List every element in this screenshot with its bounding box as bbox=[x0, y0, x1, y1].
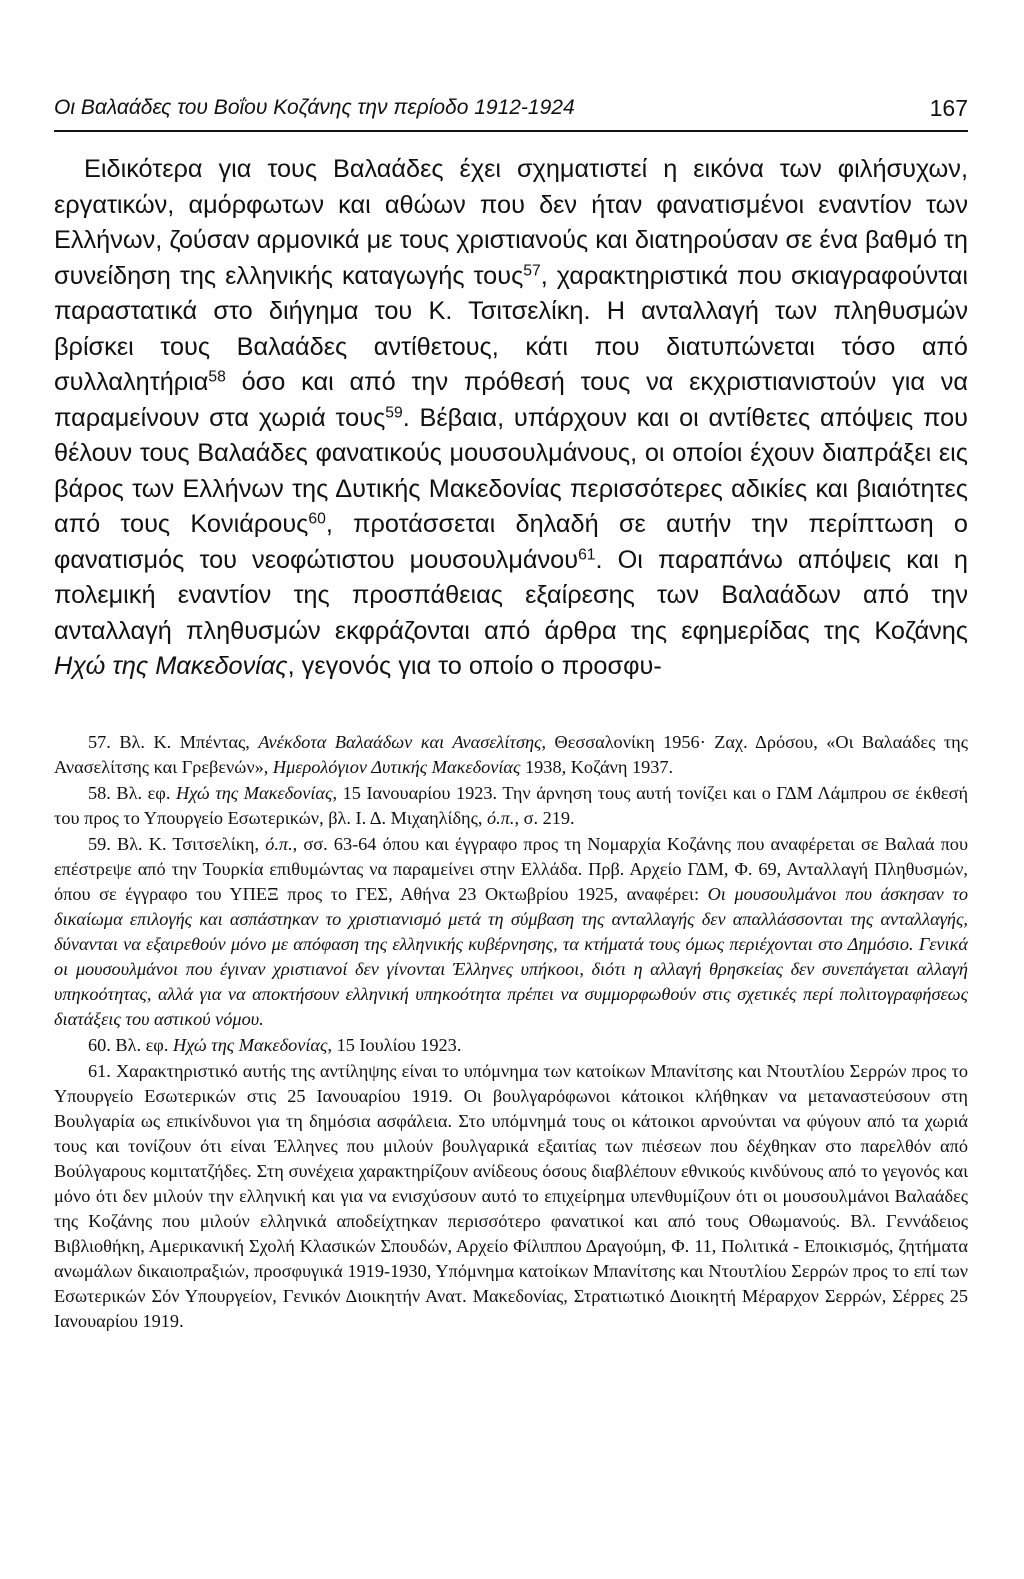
body-text-segment: , χαρακτηριστικά που σκιαγραφούνται παραστατικά στο διήγημα του Κ. Τσιτσελίκη. Η ανταλλαγή των πληθυσμών βρίσκει τους Βαλαάδες αντίθετους, κάτι που διατυπώνεται τόσο από συλλαλητήρια bbox=[54, 261, 969, 396]
footnote-ref-61: 61 bbox=[578, 545, 596, 563]
footnote-57 bbox=[54, 730, 968, 780]
body-text-segment: . Βέβαια, υπάρχουν και οι αντίθετες απόψεις που θέλουν τους Βαλαάδες φανατικούς μουσουλμάνους, οι οποίοι έχουν διαπράξει εις βάρος των Ελλήνων της Δυτικής Μακεδονίας περισσότερες αδικίες και βιαιότητες από τους Κονιάρους bbox=[54, 403, 968, 538]
footnote-italic: Ανέκδοτα Βαλαάδων και Ανασελίτσης bbox=[258, 732, 542, 752]
footnote-ref-57: 57 bbox=[523, 261, 541, 279]
footnote-ref-60: 60 bbox=[308, 510, 326, 528]
footnote-60 bbox=[54, 1033, 968, 1058]
footnote-text: , Θεσσαλονίκη 1956· Ζαχ. Δρόσου, «Οι Βαλαάδες της Ανασελίτσης και Γρεβενών», bbox=[54, 732, 968, 777]
footnote-text: 1938, Κοζάνη 1937. bbox=[520, 757, 674, 777]
body-paragraph bbox=[54, 152, 968, 685]
footnote-italic: ό.π. bbox=[487, 808, 515, 828]
footnote-ref-59: 59 bbox=[385, 403, 403, 421]
footnote-text: 59. Βλ. Κ. Τσιτσελίκη, bbox=[88, 834, 266, 854]
body-text-segment: Ειδικότερα για τους Βαλαάδες έχει σχηματιστεί η εικόνα των φιλήσυχων, εργατικών, αμόρφωτων και αθώων που δεν ήταν φανατισμένοι εναντίον των Ελλήνων, ζούσαν αρμονικά με τους χριστιανούς και διατηρούσαν σε ένα βαθμό τη συνείδηση της ελληνικής καταγωγής τους bbox=[54, 155, 968, 290]
footnote-italic: Ημερολόγιον Δυτικής Μακεδονίας bbox=[272, 757, 521, 777]
footnote-text: 60. Βλ. εφ. bbox=[88, 1035, 173, 1055]
footnote-text: 57. Βλ. Κ. Μπέντας, bbox=[88, 732, 259, 752]
footnote-58 bbox=[54, 781, 968, 831]
footnote-text: , σ. 219. bbox=[514, 808, 575, 828]
footnote-italic: Ηχώ της Μακεδονίας bbox=[176, 783, 333, 803]
footnote-text: , 15 Ιανουαρίου 1923. Την άρνηση τους αυτή τονίζει και ο ΓΔΜ Λάμπρου σε έκθεσή του προς το Υπουργείο Εσωτερικών, βλ. Ι. Δ. Μιχαηλίδης, bbox=[54, 783, 969, 828]
body-text-segment: . Οι παραπάνω απόψεις και η πολεμική εναντίον της προσπάθειας εξαίρεσης των Βαλαάδων από την ανταλλαγή πληθυσμών εκφράζονται από άρθρα της εφημερίδας της Κοζάνης bbox=[54, 545, 968, 645]
footnote-italic: ό.π. bbox=[265, 834, 293, 854]
footnote-text: 61. Χαρακτηριστικό αυτής της αντίληψης είναι το υπόμνημα των κατοίκων Μπανίτσης και Ντουτλίου Σερρών προς το Υπουργείο Εσωτερικών στις 25 Ιανουαρίου 1919. Οι βουλγαρόφωνοι κάτοικοι κλήθηκαν να μεταναστεύσουν στη Βουλγαρία ως επικίνδυνοι για τη δημόσια ασφάλεια. Στο υπόμνημά τους οι κάτοικοι αρνούνται να φύγουν από τα χωριά τους και τονίζουν ότι είναι Έλληνες που μιλούν βουλγαρικά εξαιτίας των πιέσεων που δέχθηκαν στο παρελθόν από Βούλγαρους κομιτατζήδες. Στη συνέχεια χαρακτηρίζουν ανίδεους όσους διαβλέπουν εθνικούς κινδύνους από το γεγονός και μόνο ότι δεν μιλούν την ελληνική και για να ενισχύσουν αυτό το επιχείρημα υπενθυμίζουν ότι οι μουσουλμάνοι Βαλαάδες της Κοζάνης που μιλούν ελληνικά αποδείχτηκαν περισσότερο φανατικοί και από τους Οθωμανούς. Βλ. Γεννάδειος Βιβλιοθήκη, Αμερικανική Σχολή Κλασικών Σπουδών, Αρχείο Φίλιππου Δραγούμη, Φ. 11, Πολιτικά - Εποικισμός, ζητήματα ανωμάλων δικαιοπραξιών, προσφυγικά 1919-1930, Υπόμνημα κατοίκων Μπανίτσης και Ντουτλίου Σερρών προς το επί των Εσωτερικών Σόν Υπουργείον, Γενικόν Διοικητήν Ανατ. Μακεδονίας, Στρατιωτικό Διοικητή Μέραρχον Σερρών, Σέρρες 25 Ιανουαρίου 1919. bbox=[54, 1061, 968, 1331]
footnote-ref-58: 58 bbox=[208, 368, 226, 386]
footnote-quote: Οι μουσουλμάνοι που άσκησαν το δικαίωμα επιλογής και ασπάστηκαν το χριστιανισμό μετά τη σύμβαση της ανταλλαγής δεν απαλλάσσονται της ανταλλαγής, δύνανται να εξαιρεθούν μόνο με απόφαση της ελληνικής κυβέρνησης, τα κτήματά τους όμως περιέχονται στο Δημόσιο. Γενικά οι μουσουλμάνοι που έγιναν χριστιανοί δεν γίνονται Έλληνες υπήκοοι, διότι η αλλαγή θρησκείας δεν συνεπάγεται αλλαγή υπηκοότητας, αλλά για να αποκτήσουν ελληνική υπηκοότητα πρέπει να συμμορφωθούν στις σχετικές περί πολιτογραφήσεως διατάξεις του αστικού νόμου. bbox=[54, 884, 968, 1029]
body-text-segment: , προτάσσεται δηλαδή σε αυτήν την περίπτωση ο φανατισμός του νεοφώτιστου μουσουλμάνου bbox=[54, 510, 968, 574]
running-head: Οι Βαλαάδες του Βοΐου Κοζάνης την περίοδο 1912-1924 bbox=[54, 96, 575, 119]
footnote-59 bbox=[54, 832, 968, 1032]
footnote-61 bbox=[54, 1059, 968, 1334]
body-text-segment: , γεγονός για το οποίο ο προσφυ- bbox=[287, 652, 662, 680]
footnote-text: , 15 Ιουλίου 1923. bbox=[327, 1035, 462, 1055]
page-number: 167 bbox=[929, 95, 968, 121]
newspaper-title: Ηχώ της Μακεδονίας bbox=[54, 652, 288, 680]
body-text-segment: όσο και από την πρόθεσή τους να εκχριστιανιστούν για να παραμείνουν στα χωριά τους bbox=[54, 368, 968, 432]
footnote-text: , σσ. 63-64 όπου και έγγραφο προς τη Νομαρχία Κοζάνης που αναφέρεται σε Βαλαά που επέστρεψε από την Τουρκία επιθυμώντας να παραμείνει στην Ελλάδα. Πρβ. Αρχείο ΓΔΜ, Φ. 69, Ανταλλαγή Πληθυσμών, όπου σε έγγραφο του ΥΠΕΞ προς το ΓΕΣ, Αθήνα 23 Οκτωβρίου 1925, αναφέρει: bbox=[54, 834, 968, 904]
page-header bbox=[54, 84, 968, 132]
footnote-text: 58. Βλ. εφ. bbox=[88, 783, 176, 803]
footnote-italic: Ηχώ της Μακεδονίας bbox=[173, 1035, 328, 1055]
footnotes bbox=[54, 730, 968, 1335]
